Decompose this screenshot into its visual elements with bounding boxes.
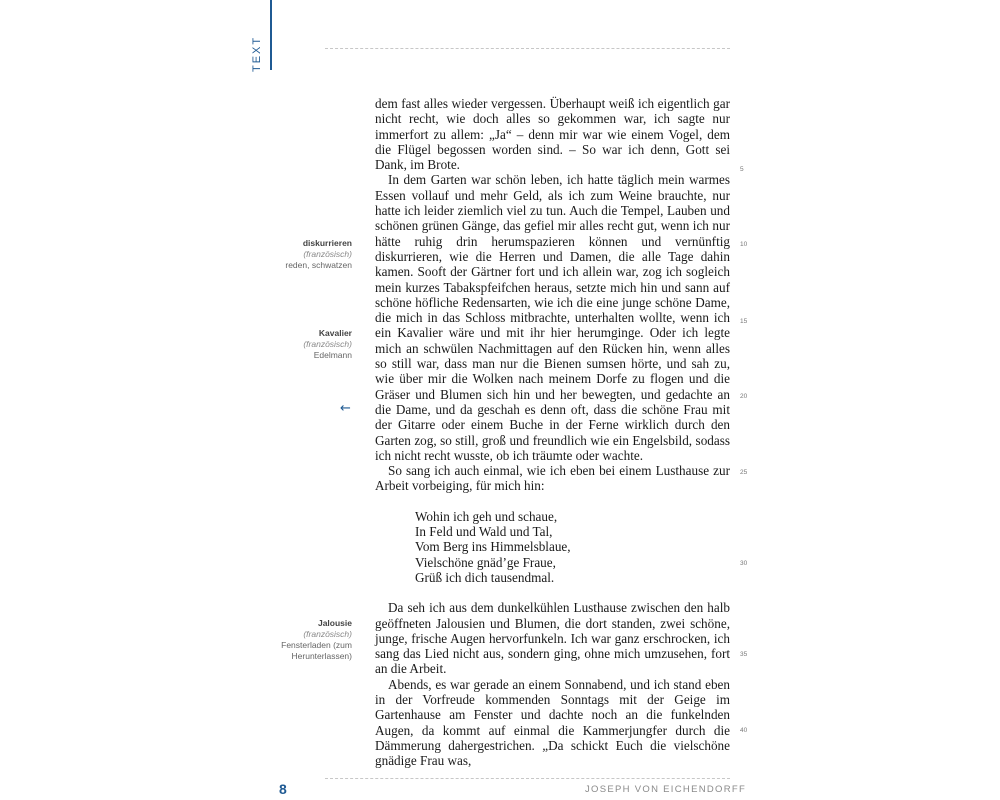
section-label: TEXT: [251, 35, 263, 72]
gloss-kavalier: [242, 328, 352, 361]
gloss-meaning: reden, schwatzen: [285, 260, 352, 270]
line-number: 30: [740, 560, 748, 567]
line-number: 40: [740, 727, 748, 734]
line-number: 20: [740, 393, 748, 400]
page-number: 8: [279, 781, 287, 797]
line-number: 5: [740, 166, 744, 173]
poem-line: Vom Berg ins Himmelsblaue,: [415, 539, 571, 555]
gloss-diskurrieren: [242, 238, 352, 271]
gloss-term: Kavalier: [318, 328, 352, 338]
gloss-jalousie: [242, 618, 352, 662]
line-number: 10: [740, 241, 748, 248]
gloss-term: Jalousie: [317, 618, 352, 628]
line-number: 35: [740, 651, 748, 658]
paragraph-1: dem fast alles wieder vergessen. Überhaupt weiß ich eigentlich gar nicht recht, wie doch alles so gekommen war, ich sagte nur immerfort zu allem: „Ja“ – denn mir war wie einem Vogel, dem die Flügel begossen worden sind. – So war ich denn, Gott sei Dank, im Brote.: [375, 96, 730, 173]
paragraph-2: In dem Garten war schön leben, ich hatte täglich mein warmes Essen vollauf und mehr Geld, als ich zum Weine brauchte, nur hatte ich leider ziemlich viel zu tun. Auch die Tempel, Lauben und schönen grünen Gänge, das gefiel mir alles recht gut, wenn ich nur hätte ruhig drin herumspazieren können und vernünftig diskurrieren, wie die Herren und Damen, die alle Tage dahin kamen. Sooft der Gärtner fort und ich allein war, zog ich sogleich mein kurzes Tabakspfeifchen heraus, setzte mich hin und sann auf schöne höfliche Redensarten, wie ich die eine junge schöne Dame, die mich in das Schloss mitbrachte, unterhalten wollte, wenn ich ein Kavalier wäre und mit ihr hier herumginge. Oder ich legte mich an schwülen Nachmittagen auf den Rücken hin, wenn alles so still war, dass man nur die Bienen sumsen hörte, und sah zu, wie über mir die Wolken nach meinem Dorfe zu flogen und die Gräser und Blumen sich hin und her bewegten, und gedachte an die Dame, und da geschah es denn oft, dass die schöne Frau mit der Gitarre oder einem Buche in der Ferne wirklich durch den Garten zog, so still, groß und freundlich wie ein Engelsbild, sodass ich nicht recht wusste, ob ich träumte oder wachte.: [375, 172, 730, 463]
poem-line: Wohin ich geh und schaue,: [415, 508, 558, 524]
paragraph-4: Da seh ich aus dem dunkelkühlen Lusthause zwischen den halb geöffneten Jalousien und Blumen, die dort standen, zwei schöne, junge, frische Augen hervorfunkeln. Ich war ganz erschrocken, ich sang das Lied nicht aus, sondern ging, ohne mich umzusehen, fort an die Arbeit.: [375, 600, 730, 677]
gloss-language: (französisch): [303, 249, 352, 259]
bottom-dashed-divider: [325, 778, 730, 779]
body-text: [375, 96, 730, 768]
gloss-language: (französisch): [303, 339, 352, 349]
gloss-term: diskurrieren: [302, 238, 352, 248]
line-number: 15: [740, 318, 748, 325]
paragraph-3: So sang ich auch einmal, wie ich eben bei einem Lusthause zur Arbeit vorbeiging, für mich hin:: [375, 463, 730, 494]
poem-line: In Feld und Wald und Tal,: [415, 524, 553, 540]
poem: [415, 509, 730, 585]
gloss-language: (französisch): [303, 629, 352, 639]
gloss-meaning: Edelmann: [313, 350, 352, 360]
poem-line: Vielschöne gnäd’ge Fraue,: [415, 554, 556, 570]
left-arrow-icon[interactable]: ←: [340, 401, 351, 416]
top-dashed-divider: [325, 48, 730, 49]
paragraph-5: Abends, es war gerade an einem Sonnabend, und ich stand eben in der Vorfreude kommenden Sonntags mit der Geige im Gartenhause am Fenster und dachte noch an die funkelnden Augen, da kommt auf einmal die Kammerjungfer durch die Dämmerung dahergestrichen. „Da schickt Euch die vielschöne gnädige Frau was,: [375, 676, 730, 769]
line-number: 25: [740, 469, 748, 476]
running-footer-author: JOSEPH VON EICHENDORFF: [585, 784, 747, 795]
gloss-meaning: Fensterladen (zum Herunterlassen): [281, 640, 352, 661]
header-rule: [270, 0, 272, 70]
poem-line: Grüß ich dich tausendmal.: [415, 569, 555, 585]
